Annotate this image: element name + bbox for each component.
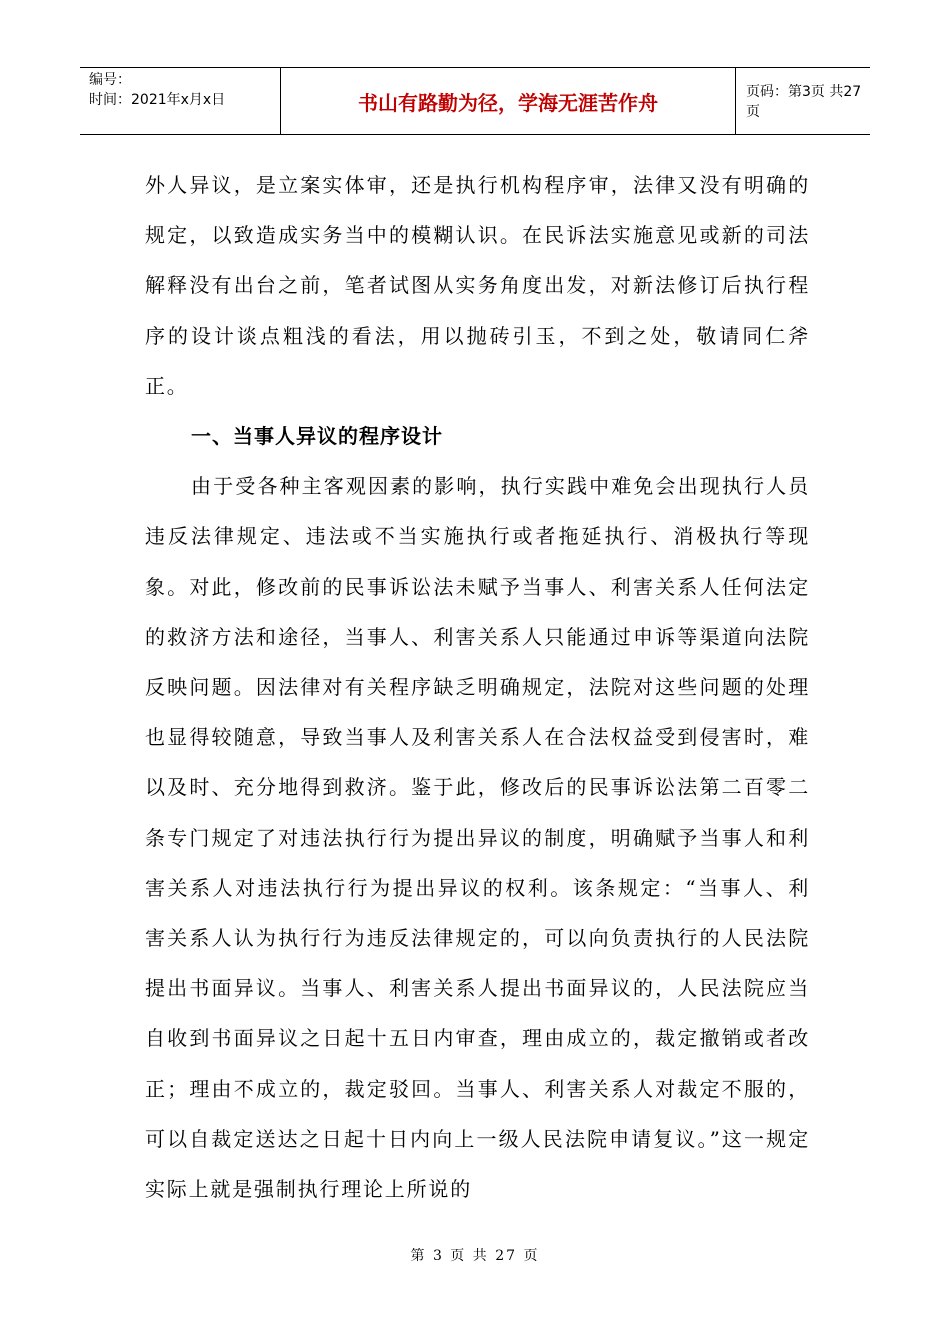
body-paragraph: 外人异议，是立案实体审，还是执行机构程序审，法律又没有明确的规定，以致造成实务当中的模糊认识。在民诉法实施意见或新的司法解释没有出台之前，笔者试图从实务角度出发，对新法修订后执行程序的设计谈点粗浅的看法，用以抛砖引玉，不到之处，敬请同仁斧正。 [145, 173, 810, 398]
page-footer: 第 3 页 共 27 页 [410, 1248, 540, 1264]
header-motto: 书山有路勤为径，学海无涯苦作舟 [281, 68, 736, 134]
header-meta [80, 68, 281, 134]
document-number-label: 编号： [89, 72, 131, 88]
section-heading: 一、当事人异议的程序设计 [191, 424, 443, 449]
body-paragraph: 由于受各种主客观因素的影响，执行实践中难免会出现执行人员违反法律规定、违法或不当实施执行或者拖延执行、消极执行等现象。对此，修改前的民事诉讼法未赋予当事人、利害关系人任何法定的救济方法和途径，当事人、利害关系人只能通过申诉等渠道向法院反映问题。因法律对有关程序缺乏明确规定，法院对这些问题的处理也显得较随意，导致当事人及利害关系人在合法权益受到侵害时，难以及时、充分地得到救济。鉴于此，修改后的民事诉讼法第二百零二条专门规定了对违法执行行为提出异议的制度，明确赋予当事人和利害关系人对违法执行行为提出异议的权利。该条规定：“当事人、利害关系人认为执行行为违反法律规定的，可以向负责执行的人民法院提出书面异议。当事人、利害关系人提出书面异议的，人民法院应当自收到书面异议之日起十五日内审查，理由成立的，裁定撤销或者改正；理由不成立的，裁定驳回。当事人、利害关系人对裁定不服的，可以自裁定送达之日起十日内向上一级人民法院申请复议。”这一规定实际上就是强制执行理论上所说的 [145, 474, 810, 1202]
page-header [80, 67, 870, 135]
document-body [145, 160, 810, 1214]
document-date: 时间：2021年x月x日 [89, 92, 226, 108]
header-page-info: 页码：第3页 共27页 [746, 84, 862, 120]
